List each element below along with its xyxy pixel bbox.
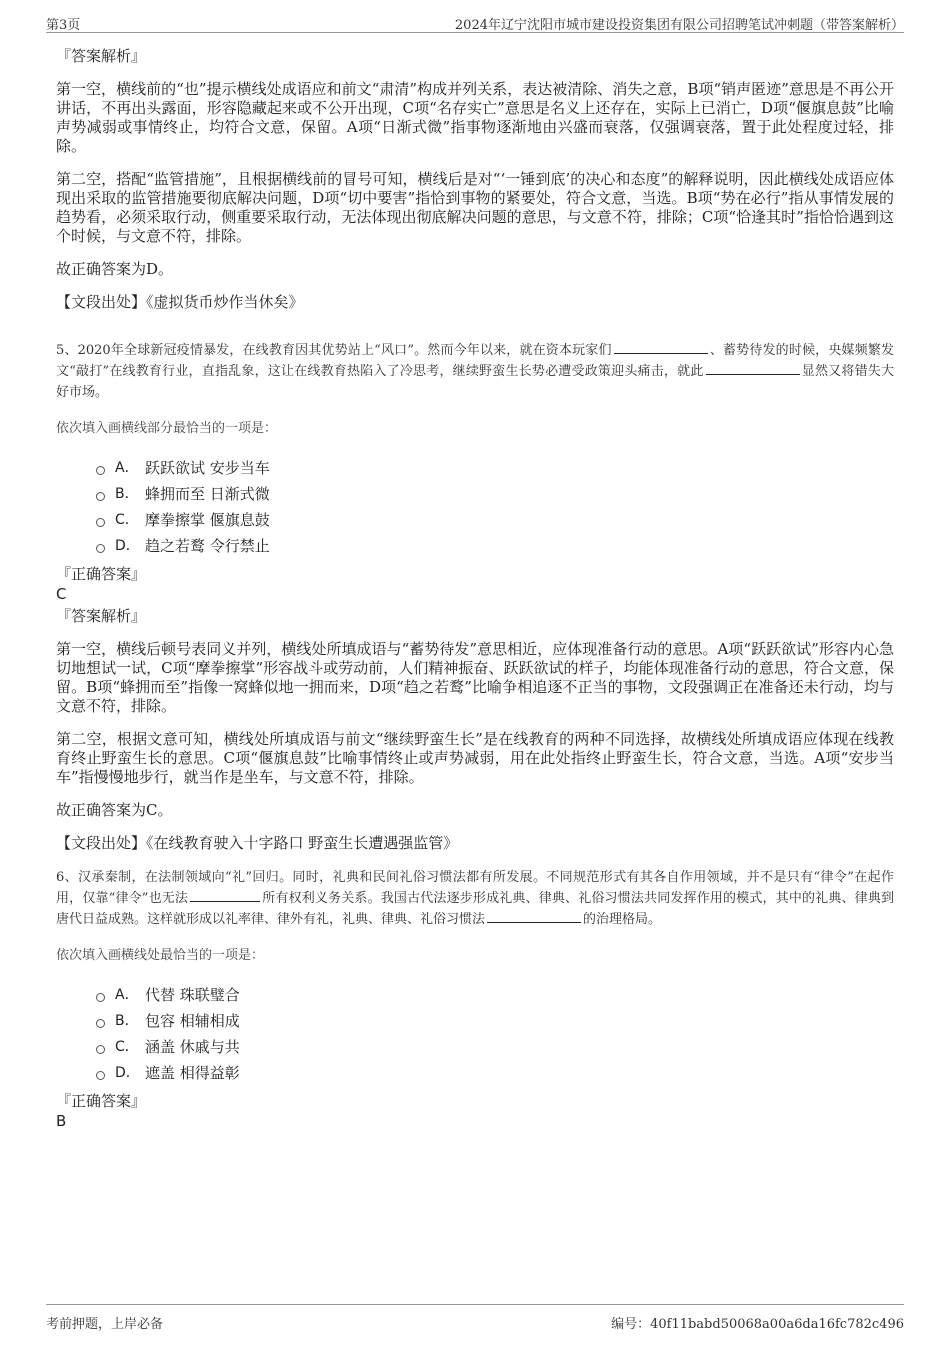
question-6-prompt: 依次填入画横线处最恰当的一项是：	[56, 948, 265, 963]
radio-icon[interactable]	[96, 1071, 105, 1080]
radio-icon[interactable]	[96, 1019, 105, 1028]
correct-answer-label: 『正确答案』	[56, 1092, 147, 1110]
option-text: 涵盖 休戚与共	[145, 1037, 240, 1056]
radio-icon[interactable]	[96, 544, 105, 553]
question-5-prompt: 依次填入画横线部分最恰当的一项是：	[56, 421, 278, 436]
question-5-text-part: 、蓄势待发的时候，央媒频繁发文“敲打”在线教育行业，直指乱象，这让在线教育热陷入了冷思考，继续野蛮生长势必遭受政策迎头痛击，就此	[56, 343, 894, 379]
radio-icon[interactable]	[96, 466, 105, 475]
option-b[interactable]	[96, 480, 894, 506]
option-letter: A．	[115, 460, 139, 476]
question-5-text-part: 5、2020年全球新冠疫情暴发，在线教育因其优势站上“风口”。然而今年以来，就在资本玩家们	[56, 343, 612, 358]
fill-blank	[487, 909, 581, 923]
page-content	[56, 42, 894, 1131]
question-6-text-part: 所有权利义务关系。我国古代法逐步形成礼典、律典、礼俗习惯法共同发挥作用的模式，其中的礼典、律典到唐代日益成熟。这样就形成以礼率律、律外有礼，礼典、律典、礼俗习惯法	[56, 891, 894, 927]
question-5-text	[56, 340, 894, 403]
analysis-conclusion: 故正确答案为C。	[56, 801, 173, 819]
fill-blank	[614, 340, 708, 354]
analysis-paragraph-2: 第二空，搭配“监管措施”，且根据横线前的冒号可知，横线后是对“‘一锤到底’的决心和态度”的解释说明，因此横线处成语应体现出采取的监管措施要彻底解决问题，D项“切中要害”指恰到事物的紧要处，符合文意，当选。B项“势在必行”指从事情发展的趋势看，必须采取行动，侧重要采取行动，无法体现出彻底解决问题的意思，与文意不符，排除；C项“恰逢其时”指恰恰遇到这个时候，与文意不符，排除。	[56, 170, 894, 245]
analysis-paragraph-1: 第一空，横线后顿号表同义并列，横线处所填成语与“蓄势待发”意思相近，应体现准备行动的意思。A项“跃跃欲试”形容内心急切地想试一试，C项“摩拳擦掌”形容战斗或劳动前，人们精神振奋、跃跃欲试的样子，均能体现准备行动的意思，符合文意，保留。B项“蜂拥而至”指像一窝蜂似地一拥而来，D项“趋之若鹜”比喻争相追逐不正当的事物，文段强调正在准备还未行动，均与文意不符，排除。	[56, 640, 894, 715]
passage-source: 【文段出处】《在线教育驶入十字路口 野蛮生长遭遇强监管》	[56, 834, 459, 852]
analysis-label: 『答案解析』	[56, 47, 147, 65]
correct-answer-label: 『正确答案』	[56, 565, 147, 583]
option-letter: C．	[115, 1039, 139, 1055]
question-6-text-part: 6、汉承秦制，在法制领域向“礼”回归。同时，礼典和民间礼俗习惯法都有所发展。不同规范形式有其各自作用领域，并不是只有“律令”在起作用，仅靠“律令”也无法	[56, 870, 894, 906]
fill-blank	[190, 888, 260, 902]
option-letter: D．	[115, 538, 140, 554]
question-6	[56, 867, 894, 1131]
analysis-paragraph-1: 第一空，横线前的“也”提示横线处成语应和前文“肃清”构成并列关系，表达被清除、消失之意，B项“销声匿迹”意思是不再公开讲话，不再出头露面，形容隐藏起来或不公开出现，C项“名存实亡”意思是名义上还存在，实际上已消亡，D项“偃旗息鼓”比喻声势减弱或事情终止，均符合文意，保留。A项“日渐式微”指事物逐渐地由兴盛而衰落，仅强调衰落，置于此处程度过轻，排除。	[56, 80, 894, 155]
question-6-text-part: 的治理格局。	[583, 912, 662, 927]
footer-slogan: 考前押题，上岸必备	[46, 1317, 164, 1332]
passage-source: 【文段出处】《虚拟货币炒作当休矣》	[56, 293, 304, 311]
page-header	[46, 14, 904, 33]
radio-icon[interactable]	[96, 518, 105, 527]
option-c[interactable]	[96, 1033, 894, 1059]
document-title: 2024年辽宁沈阳市城市建设投资集团有限公司招聘笔试冲刺题（带答案解析）	[454, 18, 904, 33]
radio-icon[interactable]	[96, 492, 105, 501]
option-letter: A．	[115, 987, 139, 1003]
option-a[interactable]	[96, 981, 894, 1007]
option-text: 跃跃欲试 安步当车	[145, 458, 270, 477]
correct-answer: B	[56, 1112, 67, 1130]
question-5	[56, 340, 894, 853]
page-footer	[46, 1304, 904, 1332]
option-text: 蜂拥而至 日渐式微	[145, 484, 270, 503]
option-text: 包容 相辅相成	[145, 1011, 240, 1030]
analysis-label: 『答案解析』	[56, 607, 147, 625]
option-d[interactable]	[96, 532, 894, 558]
option-letter: B．	[115, 486, 139, 502]
radio-icon[interactable]	[96, 1045, 105, 1054]
option-letter: C．	[115, 512, 139, 528]
analysis-paragraph-2: 第二空，根据文意可知，横线处所填成语与前文“继续野蛮生长”是在线教育的两种不同选择，故横线处所填成语应体现在线教育终止野蛮生长的意思。C项“偃旗息鼓”比喻事情终止或声势减弱，用在此处指终止野蛮生长，符合文意，当选。A项“安步当车”指慢慢地步行，就当作是坐车，与文意不符，排除。	[56, 730, 894, 786]
option-a[interactable]	[96, 454, 894, 480]
correct-answer: C	[56, 585, 67, 603]
option-b[interactable]	[96, 1007, 894, 1033]
option-c[interactable]	[96, 506, 894, 532]
page-number: 第3页	[46, 18, 81, 33]
question-6-options	[96, 981, 894, 1085]
analysis-conclusion: 故正确答案为D。	[56, 260, 174, 278]
prev-answer-block	[56, 46, 894, 312]
option-text: 代替 珠联璧合	[145, 985, 240, 1004]
radio-icon[interactable]	[96, 993, 105, 1002]
question-6-text	[56, 867, 894, 930]
document-id: 编号：40f11babd50068a00a6da16fc782c496	[611, 1317, 904, 1332]
option-text: 摩拳擦掌 偃旗息鼓	[145, 510, 270, 529]
option-text: 趋之若鹜 令行禁止	[145, 536, 270, 555]
option-d[interactable]	[96, 1059, 894, 1085]
option-letter: D．	[115, 1065, 140, 1081]
option-letter: B．	[115, 1013, 139, 1029]
question-5-options	[96, 454, 894, 558]
question-5-text-part: 显然又将错失大好市场。	[56, 364, 894, 400]
fill-blank	[706, 361, 800, 375]
option-text: 遮盖 相得益彰	[145, 1063, 240, 1082]
